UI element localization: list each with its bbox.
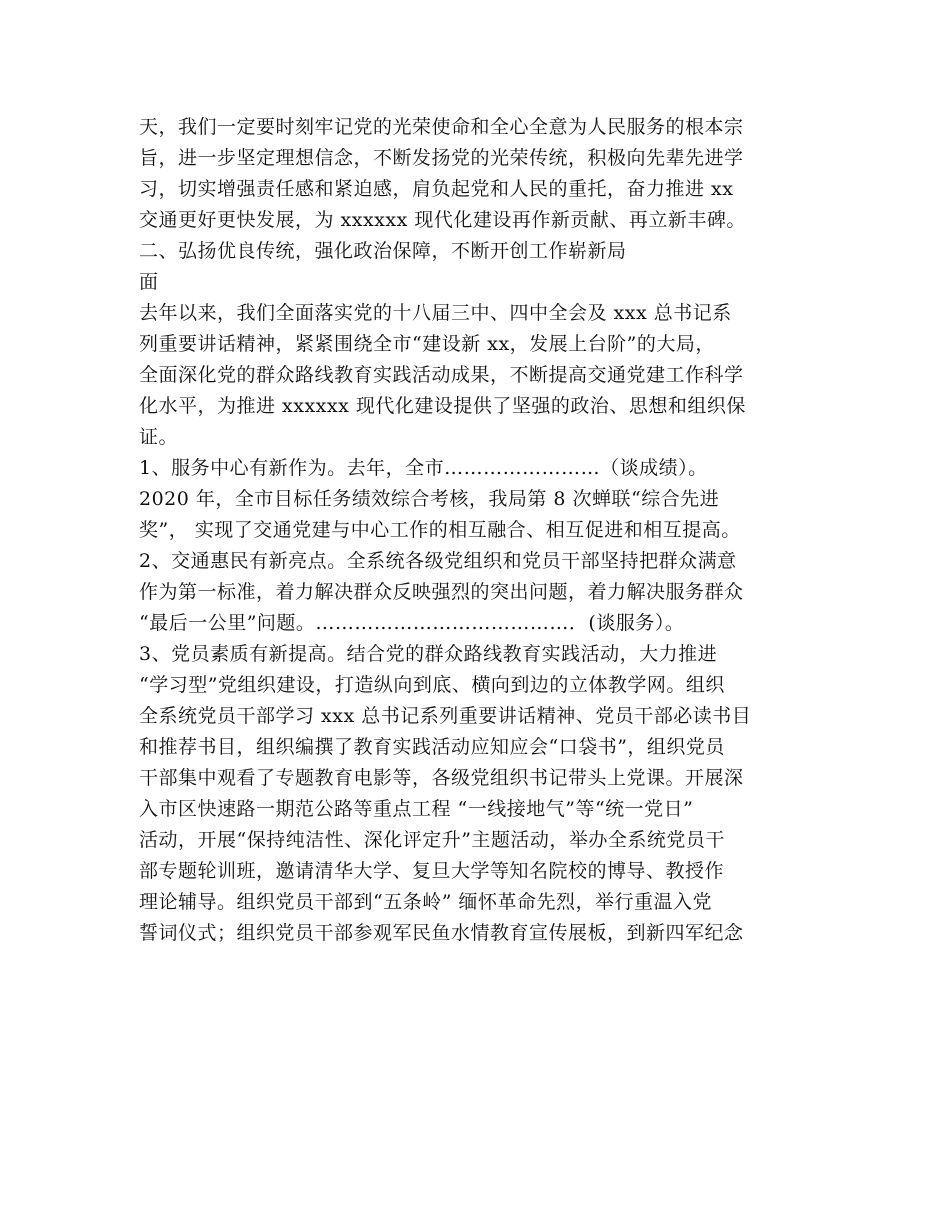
text-line: 证。 (139, 426, 179, 448)
text-line: 活动，开展“保持纯洁性、深化评定升”主题活动，举办全系统党员干 (139, 829, 725, 851)
text-line: 1、服务中心有新作为。去年，全市……………………（谈成绩）。 (139, 457, 708, 479)
text-line: 天，我们一定要时刻牢记党的光荣使命和全心全意为人民服务的根本宗 (139, 116, 744, 138)
text-line: 化水平，为推进 xxxxxx 现代化建设提供了坚强的政治、思想和组织保 (139, 395, 746, 417)
document-body (139, 112, 839, 949)
text-line: 列重要讲话精神，紧紧围绕全市“建设新 xx，发展上台阶”的大局， (139, 333, 715, 355)
text-line: “最后一公里”问题。…………………………………．(谈服务）。 (139, 612, 685, 634)
text-line: 干部集中观看了专题教育电影等，各级党组织书记带头上党课。开展深 (139, 767, 744, 789)
text-line: “学习型”党组织建设，打造纵向到底、横向到边的立体教学网。组织 (139, 674, 725, 696)
text-line: 习，切实增强责任感和紧迫感，肩负起党和人民的重托，奋力推进 xx (139, 178, 734, 200)
text-line: 入市区快速路一期范公路等重点工程 “一线接地气”等“统一党日” (139, 798, 694, 820)
text-line: 3、党员素质有新提高。结合党的群众路线教育实践活动，大力推进 (139, 643, 718, 665)
text-line: 誓词仪式；组织党员干部参观军民鱼水情教育宣传展板，到新四军纪念 (139, 922, 744, 944)
text-line: 全系统党员干部学习 xxx 总书记系列重要讲话精神、党员干部必读书目 (139, 705, 752, 727)
text-line: 理论辅导。组织党员干部到“五条岭” 缅怀革命先烈，举行重温入党 (139, 891, 712, 913)
text-line: 全面深化党的群众路线教育实践活动成果，不断提高交通党建工作科学 (139, 364, 744, 386)
text-line: 部专题轮训班，邀请清华大学、复旦大学等知名院校的博导、教授作 (139, 860, 725, 882)
section-heading-continued: 面 (139, 271, 159, 293)
text-line: 奖”， 实现了交通党建与中心工作的相互融合、相互促进和相互提高。 (139, 519, 741, 541)
text-line: 交通更好更快发展，为 xxxxxx 现代化建设再作新贡献、再立新丰碑。 (139, 209, 746, 231)
section-heading: 二、弘扬优良传统，强化政治保障，不断开创工作崭新局 (139, 240, 627, 262)
text-line: 旨，进一步坚定理想信念，不断发扬党的光荣传统，积极向先辈先进学 (139, 147, 744, 169)
text-line: 去年以来，我们全面落实党的十八届三中、四中全会及 xxx 总书记系 (139, 302, 732, 324)
text-line: 和推荐书目，组织编撰了教育实践活动应知应会“口袋书”，组织党员 (139, 736, 725, 758)
text-line: 作为第一标准，着力解决群众反映强烈的突出问题，着力解决服务群众 (139, 581, 744, 603)
text-line: 2020 年，全市目标任务绩效综合考核，我局第 8 次蝉联“综合先进 (139, 488, 720, 510)
text-line: 2、交通惠民有新亮点。全系统各级党组织和党员干部坚持把群众满意 (139, 550, 737, 572)
